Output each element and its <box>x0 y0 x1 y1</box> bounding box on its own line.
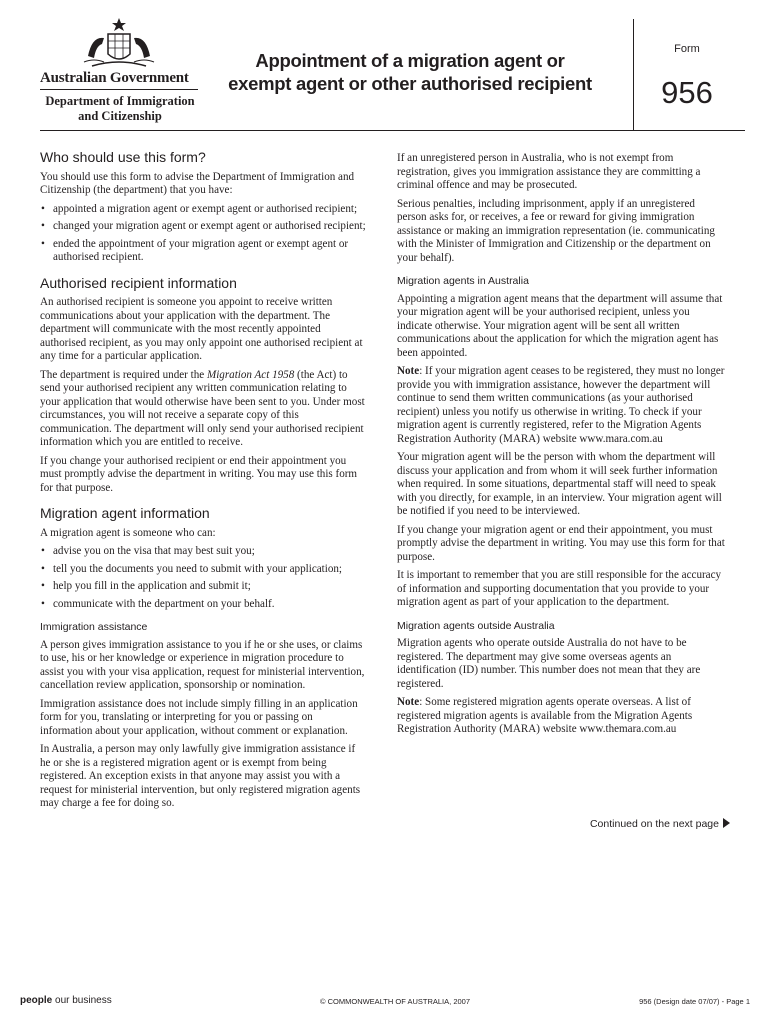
list-item: • changed your migration agent or exempt agent or authorised recipient; <box>40 220 367 234</box>
immigration-assistance-heading: Immigration assistance <box>40 621 148 633</box>
assistance-paragraph-3: In Australia, a person may only lawfully give immigration assistance if he or she is a registered migration agent or is exempt from being registered. An exception exists in that anyone may assist you with a request for ministerial intervention, but only registered migration agents may charge a fee for doing so. <box>40 743 361 809</box>
change-recipient-paragraph: If you change your authorised recipient or end their appointment you must promptly advise the department in writing. You may use this form for that purpose. <box>40 454 358 494</box>
assistance-paragraph-2: Immigration assistance does not include simply filling in an application form for you, translating or interpreting for you or passing on information about your application, without comment or explanation. <box>40 697 358 737</box>
agent-list <box>40 545 367 611</box>
change-agent-paragraph: If you change your migration agent or end their appointment, you must promptly advise the department in writing. You may use this form for that purpose. <box>397 523 725 563</box>
form-title-line-1: Appointment of a migration agent or <box>255 50 565 71</box>
header-divider <box>40 130 745 131</box>
appointing-paragraph: Appointing a migration agent means that the department will assume that your migration agent will be your authorised recipient, unless you indicate otherwise. Your migration agent will be sent all written communications about the application for which the migration agent has been appointed. <box>397 292 723 359</box>
overseas-note-paragraph <box>397 696 727 737</box>
migration-act-paragraph <box>40 369 367 450</box>
authorised-recipient-paragraph: An authorised recipient is someone you appoint to receive written communications about your application with the department. The department will communicate with the most recently appointed authorised recipient, as you may only appoint one authorised recipient at any time for a particular application. <box>40 296 363 362</box>
assistance-paragraph-1: A person gives immigration assistance to you if he or she uses, or claims to use, his or her knowledge or experience in migration procedure to assist you with your visa application, request for ministerial intervention, cancellation review application, sponsorship or nomination. <box>40 638 365 691</box>
text-run: : Some registered migration agents operate overseas. A list of registered migration agents is available from the Migration Agents Registration Authority (MARA) website www.themara.com.au <box>397 696 693 735</box>
department-line-1: Department of Immigration <box>45 94 195 108</box>
who-heading: Who should use this form? <box>40 149 206 165</box>
note-label: Note <box>397 365 420 377</box>
form-number-box <box>633 19 740 130</box>
note-paragraph <box>397 365 727 446</box>
form-label: Form <box>674 43 700 55</box>
right-column <box>397 152 727 742</box>
footer-tagline <box>20 995 112 1006</box>
list-item: • appointed a migration agent or exempt agent or authorised recipient; <box>40 203 367 217</box>
agents-outside-australia-heading: Migration agents outside Australia <box>397 619 555 632</box>
continued-text: Continued on the next page <box>589 818 719 830</box>
migration-agent-intro: A migration agent is someone who can: <box>40 526 216 539</box>
authorised-recipient-heading: Authorised recipient information <box>40 274 237 291</box>
migration-agent-heading: Migration agent information <box>40 505 210 521</box>
list-item: • ended the appointment of your migration agent or exempt agent or authorised recipient. <box>40 238 367 265</box>
footer-copyright: © COMMONWEALTH OF AUSTRALIA, 2007 <box>320 997 470 1006</box>
text-run: : If your migration agent ceases to be registered, they must no longer provide you with immigration assistance, however the department will continue to send them written communications (as your authorised recipient) unless you notify us otherwise in writing. To check if your migration agent is currently registered, refer to the Migration Agents Registration Authority (MARA) website www.mara.com.au <box>397 365 725 445</box>
list-item: • help you fill in the application and submit it; <box>40 580 367 594</box>
act-title: Migration Act 1958 <box>206 368 295 381</box>
responsibility-paragraph: It is important to remember that you are still responsible for the accuracy of information and supporting documentation that you provide to your migration agent as part of your application to the department. <box>397 569 722 608</box>
text-run: The department is required under the <box>40 368 207 381</box>
unregistered-paragraph: If an unregistered person in Australia, who is not exempt from registration, gives you immigration assistance they are committing a criminal offence and may be prosecuted. <box>397 152 701 191</box>
who-intro: You should use this form to advise the Department of Immigration and Citizenship (the department) that you have: <box>40 170 355 196</box>
logo-divider <box>40 89 198 90</box>
penalties-paragraph: Serious penalties, including imprisonment, apply if an unregistered person asks for, or receives, a fee or reward for giving immigration assistance or making an immigration representation (ie. communicating with the Minister of Immigration and Citizenship or the department on your behalf). <box>397 197 715 264</box>
government-name: Australian Government <box>40 70 189 86</box>
text-run: (the Act) to send your authorised recipient any written communication relating to your application that would otherwise have been sent to you. Under most circumstances, you will not receive a separate copy of this communication. The department will only send your authorised recipient information which you are entitled to receive. <box>40 368 365 448</box>
who-list <box>40 203 367 265</box>
list-item: • communicate with the department on your behalf. <box>40 598 367 612</box>
agent-role-paragraph: Your migration agent will be the person with whom the department will discuss your application and from whom it will seek further information when required. In some situations, departmental staff will need to speak with you directly, for example, in an interview. Your migration agent will be notified if you need to be interviewed. <box>397 451 722 517</box>
list-item: • advise you on the visa that may best suit you; <box>40 545 367 559</box>
footer-page-info: 956 (Design date 07/07) - Page 1 <box>639 997 750 1006</box>
tagline-bold: people <box>20 995 53 1006</box>
form-number: 956 <box>661 75 713 110</box>
note-label: Note <box>397 696 420 708</box>
tagline-rest: our business <box>52 995 112 1006</box>
coat-of-arms-icon <box>78 16 160 72</box>
left-column <box>40 143 367 816</box>
department-name <box>40 94 200 123</box>
form-title <box>225 49 595 95</box>
department-line-2: and Citizenship <box>78 108 162 123</box>
continued-notice <box>560 818 730 830</box>
list-item: • tell you the documents you need to submit with your application; <box>40 563 367 577</box>
overseas-paragraph: Migration agents who operate outside Australia do not have to be registered. The department may give some overseas agents an identification (ID) number. This number does not mean that they are registered. <box>397 637 701 690</box>
form-title-line-2: exempt agent or other authorised recipient <box>228 73 592 94</box>
agents-in-australia-heading: Migration agents in Australia <box>397 275 529 287</box>
triangle-right-icon <box>723 818 730 828</box>
